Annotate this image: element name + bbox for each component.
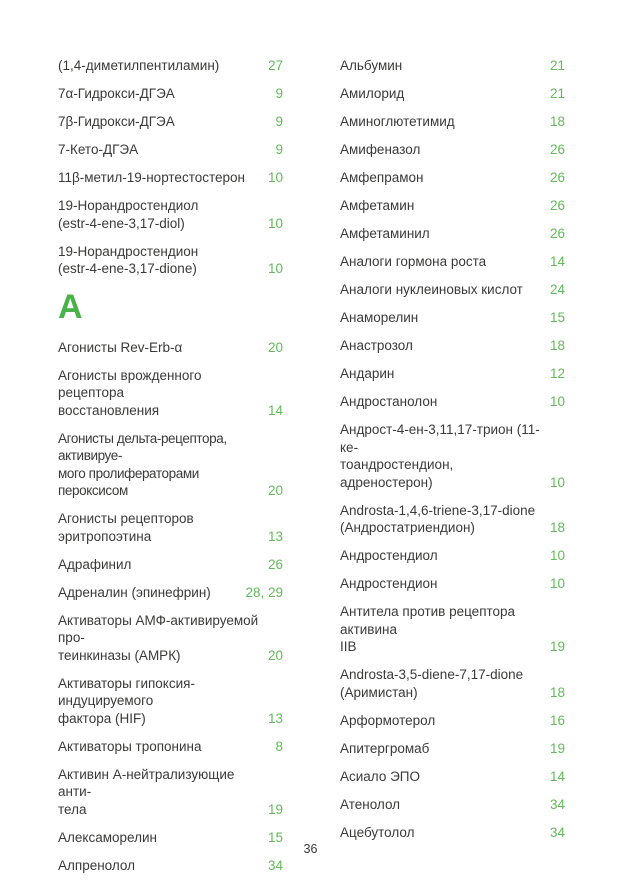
entry-page-number: 34 <box>549 824 565 840</box>
index-entry <box>340 824 565 842</box>
index-entry <box>58 584 283 602</box>
index-entry <box>340 141 565 159</box>
entry-page-number: 26 <box>549 142 565 157</box>
index-entry <box>58 612 283 665</box>
entry-term-line: (estr-4-ene-3,17-diol) <box>58 215 185 231</box>
entry-page-number: 10 <box>549 576 565 591</box>
entry-page-number: 19 <box>549 639 565 654</box>
entry-page-number: 14 <box>549 254 565 269</box>
footer-page-number: 36 <box>303 842 318 856</box>
entry-page-number: 13 <box>267 710 283 726</box>
index-entry <box>340 575 565 593</box>
entry-term-line: (estr-4-ene-3,17-dione) <box>58 261 197 276</box>
entry-term <box>58 584 239 602</box>
index-entry <box>58 675 283 728</box>
index-entry <box>58 556 283 574</box>
entry-page-number: 9 <box>275 142 283 157</box>
entry-term <box>340 113 544 131</box>
entry-term <box>340 253 544 271</box>
entry-term-line: Альбумин <box>340 58 403 73</box>
entry-term <box>58 141 269 159</box>
entry-term <box>58 738 269 756</box>
entry-term <box>340 547 544 565</box>
index-entry <box>340 281 565 299</box>
entry-term <box>58 367 262 420</box>
entry-term <box>340 365 544 383</box>
entry-term-line: Анастрозол <box>340 338 413 353</box>
entry-term-line: Адреналин (эпинефрин) <box>58 584 211 600</box>
index-entry <box>340 309 565 327</box>
entry-term-line: Androsta-1,4,6-triene-3,17-dione <box>340 502 536 518</box>
index-entry <box>58 857 283 875</box>
entry-term <box>340 57 544 75</box>
entry-page-number: 10 <box>549 548 565 563</box>
entry-term-line: Амфетамин <box>340 198 415 213</box>
entry-term-line: 19-Норандростендион <box>58 243 199 259</box>
entry-term <box>340 309 544 327</box>
entry-term-line: 7α-Гидрокси-ДГЭА <box>58 86 175 101</box>
index-entry <box>340 57 565 75</box>
entry-page-number: 20 <box>267 647 283 663</box>
entry-term-line: тоандростендион, адреностерон) <box>340 457 454 490</box>
entry-term-line: Андарин <box>340 366 395 381</box>
entry-term <box>58 430 262 500</box>
entry-term-line: Алексаморелин <box>58 829 157 845</box>
entry-term-line: Активаторы гипоксия-индуцируемого <box>58 675 195 708</box>
entry-term-line: Androsta-3,5-diene-7,17-dione <box>340 667 524 682</box>
entry-term <box>58 612 262 665</box>
entry-page-number: 19 <box>267 801 283 817</box>
index-entry <box>340 421 565 491</box>
entry-term <box>58 857 262 875</box>
entry-term <box>340 85 544 103</box>
index-entry <box>58 197 283 232</box>
entry-term-line: Арформотерол <box>340 712 436 728</box>
entry-page-number: 20 <box>267 339 283 355</box>
index-entry <box>58 367 283 420</box>
entry-term <box>58 766 262 819</box>
entry-term-line: Апитергромаб <box>340 740 430 756</box>
entry-term <box>340 502 544 537</box>
index-entry <box>58 510 283 545</box>
entry-term <box>58 169 262 187</box>
entry-term-line: Аналоги гормона роста <box>340 254 487 269</box>
entry-term-line: (1,4-диметилпентиламин) <box>58 58 220 73</box>
entry-term-line: тела <box>58 801 87 817</box>
entry-term-line: Амилорид <box>340 86 405 101</box>
entry-term <box>340 225 544 243</box>
index-entry <box>340 740 565 758</box>
entry-term <box>340 141 544 159</box>
entry-page-number: 27 <box>267 58 283 73</box>
entry-term <box>340 169 544 187</box>
entry-term-line: (Андростатриендион) <box>340 520 475 535</box>
entry-term-line: Амфетаминил <box>340 226 430 241</box>
index-entry <box>340 337 565 355</box>
entry-page-number: 26 <box>267 556 283 572</box>
entry-page-number: 18 <box>549 338 565 353</box>
entry-term-line: Адрафинил <box>58 556 132 572</box>
entry-page-number: 10 <box>267 170 283 185</box>
entry-term <box>340 824 544 842</box>
entry-term <box>340 421 544 491</box>
entry-term-line: Ацебутолол <box>340 824 415 840</box>
entry-page-number: 10 <box>267 215 283 231</box>
entry-page-number: 15 <box>549 310 565 325</box>
entry-term <box>340 666 544 701</box>
section-letter-heading: А <box>58 287 83 326</box>
entry-term-line: 7-Кето-ДГЭА <box>58 142 139 157</box>
entry-page-number: 10 <box>549 394 565 409</box>
entry-term <box>58 510 262 545</box>
index-entry <box>340 666 565 701</box>
entry-term <box>340 740 544 758</box>
index-entry <box>340 113 565 131</box>
entry-page-number: 21 <box>549 58 565 73</box>
index-entry <box>340 603 565 656</box>
index-column-left <box>58 57 283 885</box>
entry-term-line: Андростанолон <box>340 394 438 409</box>
index-entry <box>58 57 283 75</box>
entry-term <box>58 85 269 103</box>
entry-term-line: эритропоэтина <box>58 528 152 544</box>
entry-term-line: Амифеназол <box>340 142 421 157</box>
entry-term-line: Андростендион <box>340 576 438 591</box>
entry-term-line: IIB <box>340 639 357 654</box>
index-columns <box>58 57 565 885</box>
entry-term-line: Аминоглютетимид <box>340 114 455 129</box>
entry-term-line: фактора (HIF) <box>58 710 146 726</box>
entry-term-line: Андрост-4-ен-3,11,17-трион (11-ке- <box>340 422 540 455</box>
entry-term <box>340 768 544 786</box>
entry-term-line: Амфепрамон <box>340 170 424 185</box>
entry-term <box>340 712 544 730</box>
entry-page-number: 13 <box>267 528 283 544</box>
entry-page-number: 20 <box>267 483 283 498</box>
entry-term-line: Активин А-нейтрализующие анти- <box>58 766 235 799</box>
index-entry <box>340 712 565 730</box>
index-entry <box>58 339 283 357</box>
entry-term-line: Активаторы тропонина <box>58 738 202 754</box>
entry-page-number: 26 <box>549 170 565 185</box>
entry-page-number: 14 <box>267 402 283 418</box>
entry-term-line: Агонисты дельта-рецептора, активируе- <box>58 430 227 463</box>
entry-term-line: восстановления <box>58 402 160 418</box>
entry-term <box>58 675 262 728</box>
index-entry <box>340 169 565 187</box>
entry-term-line: 11β-метил-19-нортестостерон <box>58 170 245 185</box>
entry-term-line: Антитела против рецептора активина <box>340 604 516 637</box>
index-entry <box>58 85 283 103</box>
entry-term-line: 19-Норандростендиол <box>58 198 199 213</box>
entry-term-line: Анаморелин <box>340 310 419 325</box>
entry-page-number: 26 <box>549 198 565 213</box>
entry-term <box>340 337 544 355</box>
index-entry <box>58 738 283 756</box>
entry-page-number: 34 <box>549 796 565 812</box>
entry-term-line: Атенолол <box>340 796 401 812</box>
entry-page-number: 18 <box>549 114 565 129</box>
index-entry <box>340 365 565 383</box>
index-entry <box>340 502 565 537</box>
index-entry <box>340 547 565 565</box>
entry-term <box>340 575 544 593</box>
entry-page-number: 18 <box>549 520 565 535</box>
entry-term-line: Агонисты рецепторов <box>58 511 194 526</box>
entry-page-number: 24 <box>549 282 565 297</box>
entry-term <box>58 339 262 357</box>
entry-term-line: 7β-Гидрокси-ДГЭА <box>58 114 175 129</box>
entry-page-number: 10 <box>549 474 565 490</box>
entry-term-line: Агонисты врожденного рецептора <box>58 367 202 400</box>
entry-page-number: 21 <box>549 86 565 101</box>
index-entry <box>340 253 565 271</box>
entry-term-line: Алпренолол <box>58 857 135 873</box>
index-column-right <box>340 57 565 885</box>
index-entry <box>340 85 565 103</box>
entry-term-line: Аналоги нуклеиновых кислот <box>340 282 523 297</box>
entry-term <box>340 796 544 814</box>
entry-term <box>58 197 262 232</box>
entry-term <box>58 556 262 574</box>
entry-page-number: 28, 29 <box>245 584 283 600</box>
entry-page-number: 10 <box>267 261 283 276</box>
index-entry <box>58 243 283 278</box>
entry-term <box>58 113 269 131</box>
index-entry <box>58 141 283 159</box>
entry-term <box>58 57 262 75</box>
entry-term <box>340 393 544 411</box>
entry-page-number: 12 <box>549 366 565 381</box>
entry-term-line: (Аримистан) <box>340 684 418 700</box>
entry-page-number: 9 <box>275 86 283 101</box>
index-entry <box>58 113 283 131</box>
entry-term <box>340 603 544 656</box>
entry-term-line: Агонисты Rev-Erb-α <box>58 339 183 355</box>
entry-page-number: 18 <box>549 684 565 700</box>
entry-page-number: 34 <box>267 857 283 873</box>
entry-page-number: 19 <box>549 740 565 756</box>
entry-term-line: теинкиназы (АМРК) <box>58 647 181 663</box>
index-entry <box>340 796 565 814</box>
index-entry <box>58 169 283 187</box>
index-entry <box>58 430 283 500</box>
entry-page-number: 14 <box>549 768 565 784</box>
entry-term <box>340 197 544 215</box>
entry-term-line: Андростендиол <box>340 548 438 563</box>
entry-term <box>58 243 262 278</box>
index-entry <box>340 768 565 786</box>
index-entry <box>340 225 565 243</box>
entry-page-number: 16 <box>549 712 565 728</box>
index-entry <box>340 197 565 215</box>
entry-term-line: Асиало ЭПО <box>340 768 420 784</box>
entry-term-line: Активаторы АМФ-активируемой про- <box>58 612 259 645</box>
index-entry <box>58 766 283 819</box>
entry-page-number: 26 <box>549 226 565 241</box>
entry-page-number: 9 <box>275 114 283 129</box>
entry-term-line: мого пролифераторами пероксисом <box>58 465 199 498</box>
entry-page-number: 8 <box>275 738 283 754</box>
entry-page-number: 15 <box>267 829 283 845</box>
index-entry <box>340 393 565 411</box>
entry-term <box>340 281 544 299</box>
